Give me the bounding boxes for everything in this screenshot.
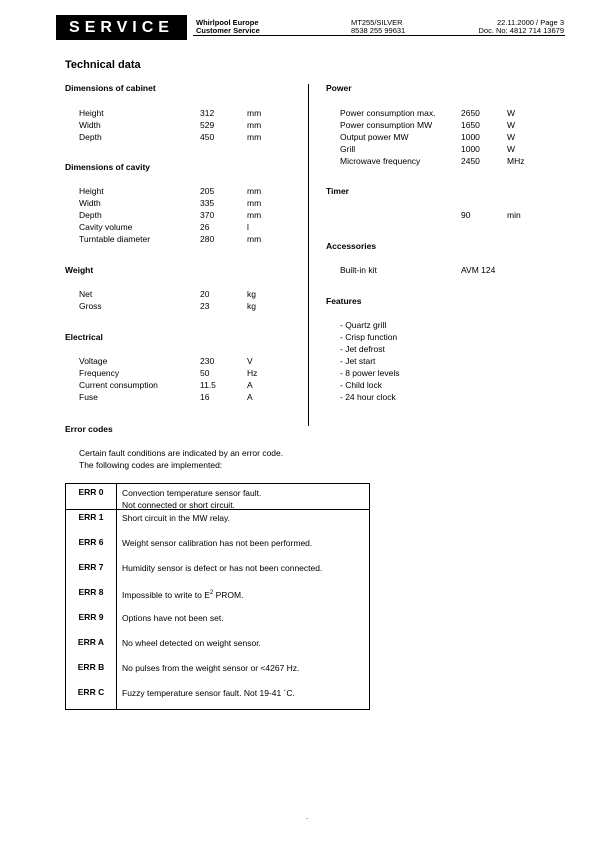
date-page: 22.11.2000 / Page 3 xyxy=(496,18,564,27)
feature-item: - Jet start xyxy=(340,356,376,366)
error-codes-heading: Error codes xyxy=(65,424,113,434)
feature-item: - 24 hour clock xyxy=(340,392,396,402)
error-intro-line-1: Certain fault conditions are indicated by an error code. xyxy=(79,448,284,458)
error-code: ERR B xyxy=(77,662,105,672)
error-description: No pulses from the weight sensor or <4267 Hz. xyxy=(122,663,300,673)
weight-heading: Weight xyxy=(65,265,94,275)
features-heading: Features xyxy=(326,296,362,306)
error-description: Fuzzy temperature sensor fault. Not 19-41 ´C. xyxy=(122,688,295,698)
table-row xyxy=(66,584,369,609)
error-code: ERR 6 xyxy=(78,537,104,547)
electrical-heading: Electrical xyxy=(65,332,103,342)
error-code: ERR 7 xyxy=(78,562,104,572)
error-description: Options have not been set. xyxy=(122,613,224,623)
power-heading: Power xyxy=(326,83,352,93)
table-row xyxy=(66,634,369,659)
cabinet-heading: Dimensions of cabinet xyxy=(65,83,156,93)
column-divider xyxy=(308,84,309,426)
doc-number: Doc. No: 4812 714 13679 xyxy=(478,26,564,35)
feature-item: - 8 power levels xyxy=(340,368,400,378)
accessories-heading: Accessories xyxy=(326,241,377,251)
department-name: Customer Service xyxy=(196,26,260,35)
page-title: Technical data xyxy=(65,59,141,71)
timer-heading: Timer xyxy=(326,186,349,196)
model-name: MT255/SILVER xyxy=(351,18,403,27)
error-code: ERR 0 xyxy=(78,487,104,497)
footer-mark: . xyxy=(306,812,309,821)
feature-item: - Quartz grill xyxy=(340,320,387,330)
cavity-heading: Dimensions of cavity xyxy=(65,162,151,172)
service-banner: SERVICE xyxy=(56,15,187,40)
table-row xyxy=(66,484,369,510)
error-description: Impossible to write to $E^2$ PROM. xyxy=(122,589,244,600)
error-code: ERR 8 xyxy=(78,587,104,597)
error-description: No wheel detected on weight sensor. xyxy=(122,638,261,648)
error-code: ERR C xyxy=(77,687,105,697)
feature-item: - Child lock xyxy=(340,380,383,390)
table-row xyxy=(66,509,369,534)
table-row xyxy=(66,609,369,634)
feature-item: - Jet defrost xyxy=(340,344,385,354)
error-code-table xyxy=(65,483,370,710)
error-code: ERR 9 xyxy=(78,612,104,622)
error-code: ERR 1 xyxy=(78,512,104,522)
error-description: Humidity sensor is defect or has not been connected. xyxy=(122,563,323,573)
error-description: Weight sensor calibration has not been performed. xyxy=(122,538,313,548)
feature-item: - Crisp function xyxy=(340,332,398,342)
error-description: Short circuit in the MW relay. xyxy=(122,513,231,523)
table-row xyxy=(66,684,369,709)
header-rule xyxy=(193,35,565,36)
company-name: Whirlpool Europe xyxy=(196,18,259,27)
error-intro-line-2: The following codes are implemented: xyxy=(79,460,223,470)
table-row xyxy=(66,659,369,684)
error-description: Convection temperature sensor fault. Not connected or short circuit. xyxy=(122,488,262,510)
model-number: 8538 255 99631 xyxy=(351,26,406,35)
table-row xyxy=(66,559,369,584)
table-row xyxy=(66,534,369,559)
error-code: ERR A xyxy=(77,637,105,647)
